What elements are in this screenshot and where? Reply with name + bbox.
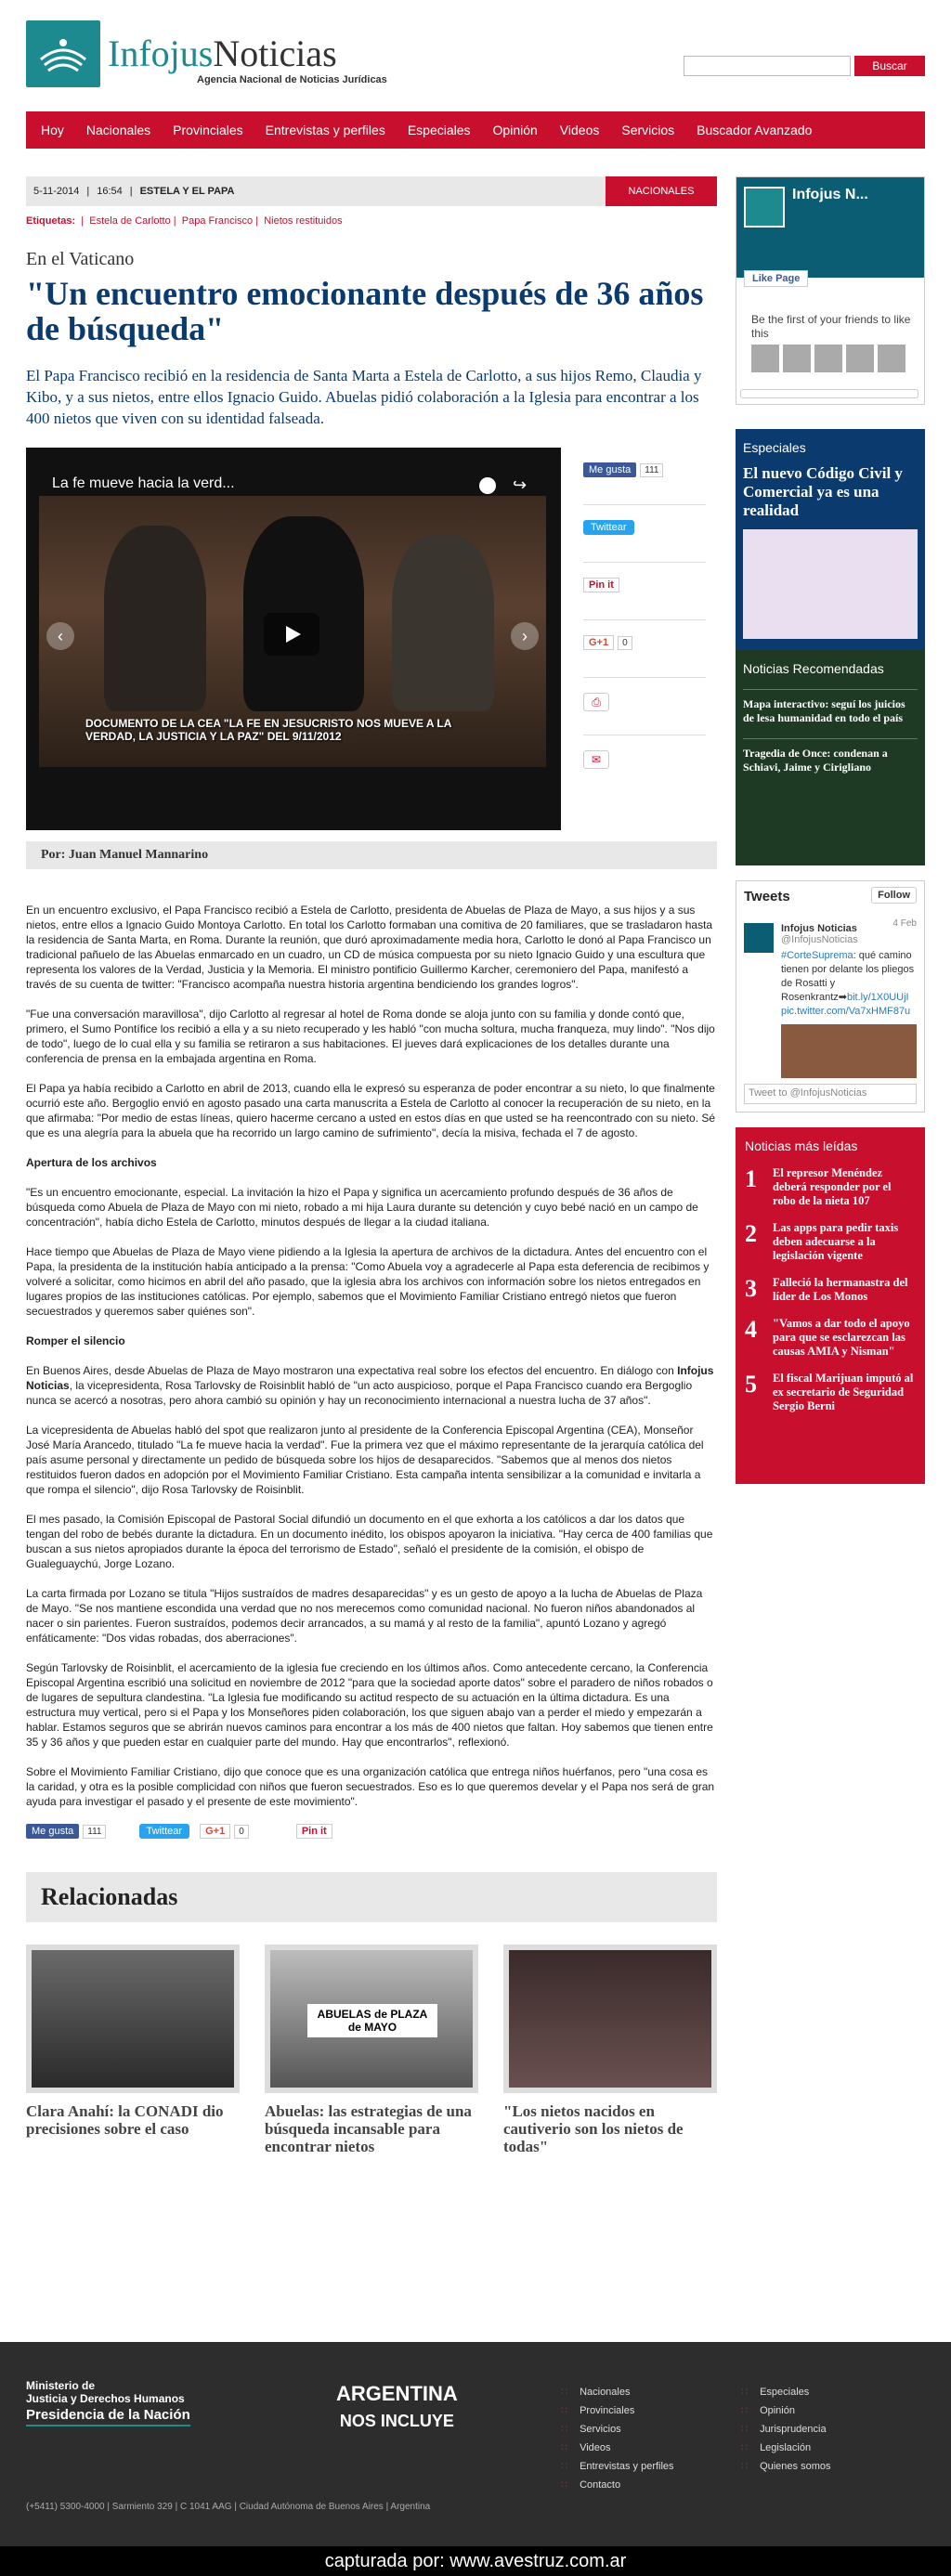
nav-item-provinciales[interactable]: Provinciales [173, 123, 243, 137]
mas-leida-item[interactable] [745, 1221, 916, 1263]
logo-subtitle: Agencia Nacional de Noticias Jurídicas [197, 74, 387, 85]
tags-label: Etiquetas: [26, 215, 76, 227]
paragraph: Sobre el Movimiento Familiar Cristiano, dijo que conoce que es una organización católica que entrega niños huérfanos, pero "una cosa es la caridad, y otra es la posible complicidad con niños que fueron secuestrados. Eso es lo que queremos develar y el Papa nos será de gran ayuda para investigar el pasado y el presente de este movimiento". [26, 1765, 715, 1808]
pinit-button[interactable]: Pin it [583, 578, 619, 592]
footer-link[interactable]: ∷ Legislación [741, 2439, 831, 2457]
related-item[interactable] [503, 1945, 717, 2155]
video-title: La fe mueve hacia la verd... [52, 475, 235, 491]
footer-link[interactable]: ∷ Servicios [561, 2420, 674, 2439]
main-nav [26, 111, 925, 149]
fb-faces [751, 345, 905, 372]
fb-page-widget [736, 176, 925, 405]
paragraph: La carta firmada por Lozano se titula "Hijos sustraídos de madres desaparecidas" y es un gesto de apoyo a la lucha de Abuelas de Plaza de Mayo. "Se nos mantiene escondida una verdad que no nos merecemos como comunidad nacional. No fueron niños abandonados al nacer o sin parientes. Fueron sustraídos, podemos decir arrancados, a su mamá y al resto de la familia", apuntó Lozano y agregó enfáticamente: "Dos vidas robadas, dos aberraciones". [26, 1587, 703, 1645]
site-header [26, 20, 929, 95]
tweet-text [744, 949, 917, 1019]
avatar[interactable] [744, 923, 774, 953]
tweet-body: : qué camino tienen por delante los pliegos de Rosatti y Rosenkrantz➡ [781, 950, 915, 1003]
tweet-hashtag[interactable]: #CorteSuprema [781, 950, 853, 961]
mas-leida-item[interactable] [745, 1166, 916, 1208]
clock-icon[interactable] [479, 477, 496, 494]
logo-text[interactable] [108, 33, 337, 74]
paragraph: Según Tarlovsky de Roisinblit, el acercamiento de la iglesia fue creciendo en los últimos años. Como antecedente cercano, la Conferencia Episcopal Argentina escribió una solicitud en noviembre de 2012 "para que la sociedad aporte datos" sobre el paradero de niños robados o de lugares de sepultura clandestina. "La Iglesia fue modificando su actitud respecto de su actuación en la última dictadura. Es una estructura muy vertical, pero si el Papa y los Monseñores piden colaboración, los que siguen abajo van a perder el miedo y empezarán a hablar. Estamos seguros que se abrirán nuevos caminos para encontrar a los más de 400 nietos que faltan. Hoy sabemos que tienen entre 35 y 36 años y que pueden estar en cualquier parte del mundo. Hay que encontrarlos", reflexionó. [26, 1661, 713, 1749]
mas-leida-item[interactable] [745, 1317, 916, 1359]
section-tag[interactable]: NACIONALES [606, 176, 717, 206]
recomendada-item[interactable]: Tragedia de Once: condenan a Schiavi, Jaime y Cirigliano [743, 738, 918, 774]
mas-leida-item[interactable] [745, 1276, 916, 1304]
article-topic: ESTELA Y EL PAPA [139, 186, 235, 197]
recomendada-item[interactable]: Mapa interactivo: seguí los juicios de lesa humanidad en todo el país [743, 689, 918, 725]
related-image[interactable] [26, 1945, 240, 2093]
tweet-button[interactable]: Twittear [139, 1824, 190, 1839]
fb-like-page-button[interactable]: Like Page [744, 270, 808, 287]
video-caption: DOCUMENTO DE LA CEA "LA FE EN JESUCRISTO NOS MUEVE A LA VERDAD, LA JUSTICIA Y LA PAZ" DEL 9/11/2012 [85, 717, 451, 743]
presidencia-logo[interactable]: Presidencia de la Nación [26, 2407, 190, 2426]
fb-like-button[interactable]: Me gusta [26, 1824, 79, 1839]
fb-scrollbar[interactable] [740, 389, 918, 398]
site-footer [0, 2342, 951, 2546]
tweets-title: Tweets [744, 889, 790, 904]
footer-link[interactable]: ∷ Videos [561, 2439, 674, 2457]
related-title-link[interactable]: Clara Anahí: la CONADI dio precisiones sobre el caso [26, 2102, 224, 2138]
fb-count: 111 [83, 1825, 106, 1839]
tweet-date: 4 Feb [892, 918, 917, 929]
fb-cover[interactable] [736, 177, 924, 278]
mail-share [583, 735, 706, 793]
avatar[interactable] [783, 345, 811, 372]
fb-friends-text: Be the first of your friends to like this [751, 313, 911, 340]
nav-item-buscador[interactable]: Buscador Avanzado [697, 123, 813, 137]
mas-leida-title[interactable]: El represor Menéndez deberá responder por el robo de la nieta 107 [773, 1166, 892, 1207]
mas-leida-title[interactable]: "Vamos a dar todo el apoyo para que se esclarezcan las causas AMIA y Nisman" [773, 1317, 910, 1358]
rank-number: 5 [745, 1371, 757, 1398]
twitter-follow-button[interactable]: Follow [871, 887, 917, 904]
related-image[interactable] [503, 1945, 717, 2093]
mas-leida-title[interactable]: El fiscal Marijuan imputó al ex secretario de Seguridad Sergio Berni [773, 1372, 914, 1412]
tweet-image[interactable] [781, 1024, 917, 1078]
mas-leida-item[interactable] [745, 1372, 916, 1413]
gplus-button[interactable]: G+1 [583, 635, 614, 650]
gplus-count: 0 [234, 1825, 249, 1839]
rank-number: 2 [745, 1220, 757, 1247]
author-bar: Por: Juan Manuel Mannarino [26, 841, 717, 869]
tag-link[interactable]: Papa Francisco [181, 215, 254, 227]
recomendadas-box [736, 650, 925, 865]
mas-leidas-box [736, 1127, 925, 1484]
nav-item-especiales[interactable]: Especiales [407, 123, 471, 137]
paragraph: "Fue una conversación maravillosa", dijo Carlotto al regresar al hotel de Roma donde se aloja junto con su familia y donde contó que, primero, el Sumo Pontífice los recibió a ella y a su nieto recuperado y les habló "con mucha soltura, mucha franqueza, muy lindo". "Nos dijo de todo", luego de lo cual ella y su familia se retiraron a sus habitaciones. El jueves dará explicaciones de los detalles durante una conferencia de prensa en la embajada argentina en Roma. [26, 1008, 715, 1065]
tag-link[interactable]: Estela de Carlotto [89, 215, 171, 227]
related-title-link[interactable]: Abuelas: las estrategias de una búsqueda incansable para encontrar nietos [265, 2102, 472, 2155]
footer-link[interactable]: ∷ Contacto [561, 2476, 674, 2494]
pinit-button[interactable]: Pin it [296, 1824, 332, 1839]
meta-sep: | [86, 186, 90, 197]
ministry-name[interactable] [26, 2379, 185, 2405]
especiales-image[interactable] [743, 529, 918, 639]
rank-number: 3 [745, 1275, 757, 1302]
article-body [26, 903, 717, 1809]
related-banner: ABUELAS de PLAZA de MAYO [307, 2004, 437, 2037]
fb-like-button[interactable]: Me gusta [583, 462, 636, 477]
capture-watermark: capturada por: www.avestruz.com.ar [0, 2546, 951, 2576]
paragraph-part: En Buenos Aires, desde Abuelas de Plaza de Mayo mostraron una expectativa real sobre los efectos del encuentro. En diálogo con [26, 1364, 678, 1377]
article-date: 5-11-2014 [33, 186, 80, 197]
paragraph: La vicepresidenta de Abuelas habló del spot que realizaron junto al presidente de la Conferencia Episcopal Argentina (CEA), Monseñor José María Arancedo, titulado "La fe mueve hacia la verdad". Fue la primera vez que el máximo representante de la jerarquía católica del país asume personal y directamente un pedido de búsqueda sobre los hijos de desaparecidos. "Sabemos que al menos dos nietos restituidos fueron dados en adopción por el Movimiento Familiar Cristiano. Esta campaña intenta sensibilizar a la comunidad e invitarla a que rompa el silencio", dijo Rosa Tarlovsky de Roisinblit. [26, 1424, 704, 1496]
tweet-to-input[interactable]: Tweet to @InfojusNoticias [744, 1084, 917, 1104]
related-title-link[interactable]: "Los nietos nacidos en cautiverio son los nietos de todas" [503, 2102, 684, 2155]
footer-address: (+5411) 5300-4000 | Sarmiento 329 | C 1041 AAG | Ciudad Autónoma de Buenos Aires | Argentina [26, 2502, 431, 2512]
article-time: 16:54 [97, 186, 123, 197]
tweet-author[interactable] [744, 923, 917, 945]
sidebar [736, 176, 925, 1484]
play-icon[interactable] [264, 613, 319, 656]
related-title: Relacionadas [26, 1872, 717, 1922]
nav-item-videos[interactable]: Videos [559, 123, 600, 137]
footer-link[interactable]: ∷ Entrevistas y perfiles [561, 2457, 674, 2476]
article-kicker: En el Vaticano [26, 249, 135, 269]
print-icon[interactable]: ⎙ [583, 693, 609, 711]
paragraph: Hace tiempo que Abuelas de Plaza de Mayo viene pidiendo a la Iglesia la apertura de archivos de la dictadura. Antes del encuentro con el Papa, la presidenta de la institución había anticipado a la prensa: "Como Abuela voy a agradecerle al Papa esta deferencia de recibimos y volveré a solicitar, como hicimos en abril del año pasado, que la iglesia abra los archivos con información sobre los nietos entregados en lugares propios de las instituciones católicas. Por ejemplo, sabemos que el Movimiento Familiar Cristiano entregó nietos que fueron secuestrados y queremos saber quiénes son". [26, 1245, 710, 1318]
footer-link[interactable]: ∷ Quienes somos [741, 2457, 831, 2476]
nav-item-servicios[interactable]: Servicios [621, 123, 675, 137]
avatar[interactable] [751, 345, 779, 372]
footer-link[interactable]: ∷ Jurisprudencia [741, 2420, 831, 2439]
tweet-link[interactable]: bit.ly/1X0UUjI pic.twitter.com/Va7xHMF87u [781, 992, 911, 1017]
video-player[interactable] [26, 448, 561, 830]
paragraph: El Papa ya había recibido a Carlotto en abril de 2013, cuando ella le expresó su esperanza de poder encontrar a su nieto, lo que finalmente ocurrió este año. Bergoglio envió en agosto pasado una carta manuscrita a Estela de Carlotto al conocer la recuperación de su nieto, en la que afirmaba: "Por medio de estas líneas, quiero hacerme cercano a usted en estos días en que usted se ha reencontrado con su nieto. Sé que es una alegría para la abuela que ha recorrido un largo camino de sufrimiento", decía la misiva, fechada el 7 de agosto. [26, 1082, 716, 1139]
gplus-share-bottom [200, 1826, 249, 1837]
logo-text-a: Infojus [108, 33, 214, 74]
footer-link[interactable]: ∷ Especiales [741, 2383, 831, 2401]
paragraph: "Es un encuentro emocionante, especial. La invitación la hizo el Papa y significa un acercamiento profundo después de 36 años de búsqueda como Abuela de Plaza de Mayo con mi nieto, robado a mi hija Laura durante su detención y cuyo bebé nació en un campo de concentración", había dicho Estela de Carlotto, minutos después de llegar a la ciudad italiana. [26, 1186, 698, 1229]
subheading: Romper el silencio [26, 1334, 125, 1347]
avatar[interactable] [814, 345, 842, 372]
search-input[interactable] [684, 56, 851, 76]
fb-count: 111 [640, 463, 663, 477]
argentina-logo [336, 2381, 458, 2434]
footer-links-1 [561, 2383, 674, 2494]
paragraph: En un encuentro exclusivo, el Papa Francisco recibió a Estela de Carlotto, presidenta de Abuelas de Plaza de Mayo, a sus hijos y a sus nietos, entre ellos a Ignacio Guido Montoya Carlotto. En total los Carlotto formaban una comitiva de 20 familiares, que se trasladaron hasta la residencia de Santa Marta, en Roma. Durante la reunión, que duró aproximadamente media hora, Carlotto le donó al Papa Francisco un tradicional pañuelo de las Abuelas enmarcado en un cuadro, un CD de música compuesta por su nieto Ignacio Guido y una escultura que representa los valores de la Verdad, Justicia y la Memoria. El ministro pontificio Guillermo Karcher, ceremoniero del Papa, manifestó a través de su cuenta de twitter: "Francisco acompaña nuestra historia argentina bendiciendo los grandes logros". [26, 904, 713, 991]
footer-link[interactable]: ∷ Nacionales [561, 2383, 674, 2401]
bottom-share-bar [26, 1824, 717, 1846]
nav-item-entrevistas[interactable]: Entrevistas y perfiles [265, 123, 385, 137]
social-column [583, 448, 706, 793]
mas-leida-title[interactable]: Falleció la hermanastra del líder de Los Monos [773, 1276, 908, 1303]
search-button[interactable]: Buscar [854, 56, 925, 76]
tweet-handle: @InfojusNoticias [781, 934, 858, 945]
tweet-user: Infojus Noticias [781, 923, 857, 934]
meta-bar [26, 176, 717, 206]
paragraph-part: , la vicepresidenta, Rosa Tarlovsky de Roisinblit habló de "un acto auspicioso, porque el Papa Francisco cuando era Bergoglio nunca se acercó a nosotras, pero ahora cambió su opinión y hay un reconocimiento internacional a nuestra lucha de 37 años". [26, 1379, 693, 1407]
mas-leida-title[interactable]: Las apps para pedir taxis deben adecuarse a la legislación vigente [773, 1221, 899, 1262]
gplus-button[interactable]: G+1 [200, 1824, 230, 1839]
mail-icon[interactable]: ✉ [583, 750, 609, 769]
paragraph: El mes pasado, la Comisión Episcopal de Pastoral Social difundió un documento en el que exhorta a los católicos a dar los datos que tengan del robo de bebés durante la dictadura. En un documento inédito, los obispos apoyaron la iniciativa. "Hay cerca de 400 familias que buscan a sus nietos apropiados durante la época del terrorismo de Estado", señaló el presidente de la comisión, el obispo de Gualeguaychú, Jorge Lozano. [26, 1513, 713, 1570]
gplus-count: 0 [618, 636, 632, 650]
avatar[interactable] [846, 345, 874, 372]
footer-link[interactable]: ∷ Opinión [741, 2401, 831, 2420]
meta-sep: | [129, 186, 133, 197]
nav-item-nacionales[interactable]: Nacionales [85, 123, 151, 137]
next-arrow-icon[interactable]: › [511, 622, 539, 650]
rank-number: 4 [745, 1316, 757, 1343]
tweet-button[interactable]: Twittear [583, 520, 634, 535]
nav-item-opinion[interactable]: Opinión [492, 123, 538, 137]
nav-item-hoy[interactable]: Hoy [41, 123, 64, 137]
fb-share-bottom [26, 1826, 106, 1837]
twitter-widget [736, 880, 925, 1112]
article-headline: "Un encuentro emocionante después de 36 años de búsqueda" [26, 275, 704, 347]
footer-link[interactable]: ∷ Provinciales [561, 2401, 674, 2420]
share-icon[interactable]: ↪ [513, 475, 528, 494]
argentina-line: ARGENTINA [336, 2382, 458, 2405]
logo-icon[interactable] [26, 20, 100, 87]
prev-arrow-icon[interactable]: ‹ [46, 622, 74, 650]
fb-page-name[interactable]: Infojus N... [792, 187, 868, 202]
article-column [26, 176, 717, 2155]
video-person [104, 526, 206, 711]
paragraph [26, 1363, 717, 1408]
subheading: Apertura de los archivos [26, 1156, 157, 1169]
tag-link[interactable]: Nietos restituidos [264, 215, 343, 227]
argentina-line: NOS INCLUYE [339, 2412, 454, 2430]
especiales-title: Especiales [743, 440, 806, 455]
related-item[interactable] [26, 1945, 240, 2155]
video-person [392, 535, 494, 711]
avatar[interactable] [878, 345, 905, 372]
related-image[interactable] [265, 1945, 478, 2093]
pin-share [583, 563, 706, 620]
article-summary: El Papa Francisco recibió en la residencia de Santa Marta a Estela de Carlotto, a sus hijos Remo, Claudia y Kibo, y a sus nietos, entre ellos Ignacio Guido. Abuelas pidió colaboración a la Iglesia para encontrar a los 400 nietos que viven con su identidad falseada. [26, 367, 702, 427]
related-list [26, 1945, 717, 2155]
media-row [26, 448, 717, 830]
logo-text-b: Noticias [213, 33, 337, 74]
brand-mention: Infojus Noticias [26, 1364, 714, 1392]
ministry-line: Ministerio de [26, 2379, 96, 2392]
fb-share [583, 448, 706, 505]
related-item[interactable] [265, 1945, 478, 2155]
ministry-line: Justicia y Derechos Humanos [26, 2392, 185, 2405]
rank-number: 1 [745, 1165, 757, 1192]
print-share [583, 678, 706, 735]
footer-links-2 [741, 2383, 831, 2476]
especiales-box [736, 429, 925, 650]
fb-avatar [744, 187, 785, 228]
especiales-headline[interactable]: El nuevo Código Civil y Comercial ya es una realidad [743, 464, 903, 519]
recomendadas-title: Noticias Recomendadas [743, 661, 884, 676]
mas-leidas-title: Noticias más leídas [745, 1138, 858, 1153]
tw-share [583, 505, 706, 563]
gplus-share [583, 620, 706, 678]
tags-row: Etiquetas: | Estela de Carlotto | Papa Francisco | Nietos restituidos [26, 215, 343, 227]
